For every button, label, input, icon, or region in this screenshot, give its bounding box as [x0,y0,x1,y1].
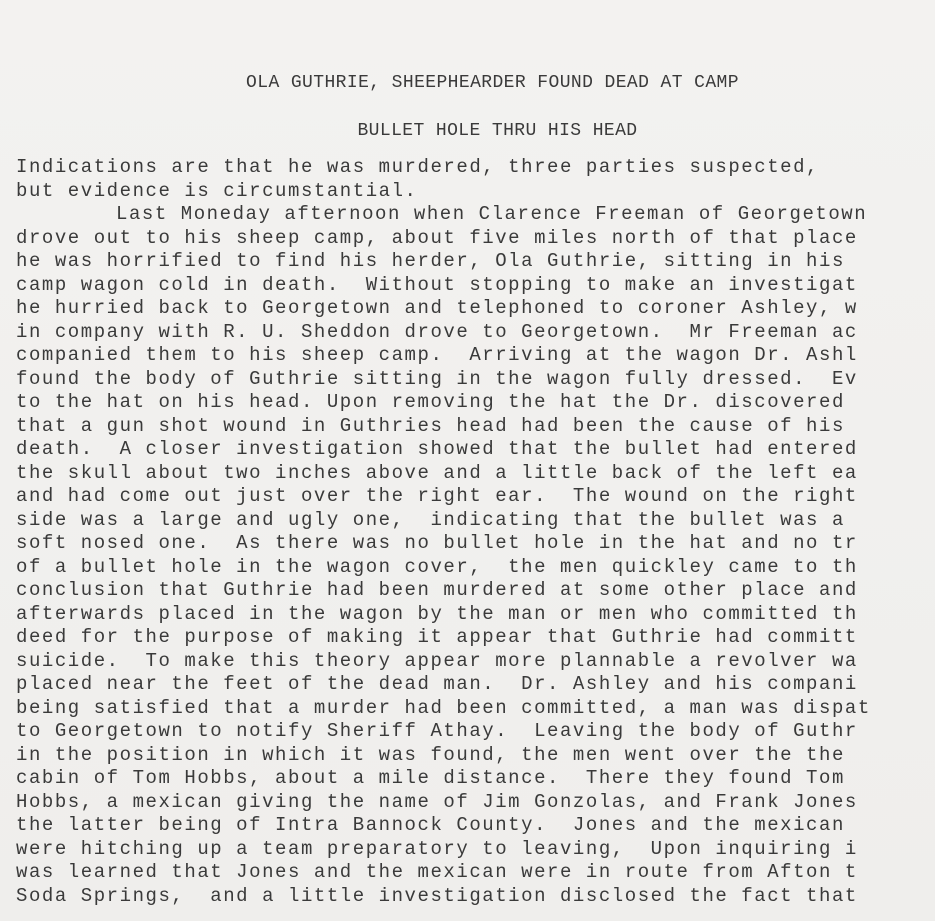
article-line: afterwards placed in the wagon by the man or men who committed th [16,602,858,625]
article-headline: OLA GUTHRIE, SHEEPHEARDER FOUND DEAD AT CAMP [246,73,739,93]
article-line: in company with R. U. Sheddon drove to Georgetown. Mr Freeman ac [16,320,858,343]
article-line: but evidence is circumstantial. [16,179,418,202]
article-line: drove out to his sheep camp, about five miles north of that place [16,226,858,249]
article-line: that a gun shot wound in Guthries head had been the cause of his [16,414,845,437]
article-line: he hurried back to Georgetown and telephoned to coroner Ashley, w [16,297,858,319]
article-line: in the position in which it was found, the men went over the the [16,743,845,766]
article-line: deed for the purpose of making it appear that Guthrie had committ [16,626,858,648]
article-line: soft nosed one. As there was no bullet hole in the hat and no tr [16,532,858,554]
article-line: side was a large and ugly one, indicating that the bullet was a [16,508,845,531]
article-line: and had come out just over the right ear. The wound on the right [16,485,858,507]
article-line: conclusion that Guthrie had been murdered at some other place and [16,579,858,601]
article-body [16,156,935,908]
article-line: the latter being of Intra Bannock County. Jones and the mexican [16,814,845,836]
article-line: was learned that Jones and the mexican were in route from Afton t [16,861,858,883]
article-line: placed near the feet of the dead man. Dr. Ashley and his compani [16,673,858,695]
article-line: Hobbs, a mexican giving the name of Jim Gonzolas, and Frank Jones [16,790,858,813]
article-line: Indications are that he was murdered, three parties suspected, [16,156,820,178]
article-line: suicide. To make this theory appear more plannable a revolver wa [16,649,858,672]
article-line: cabin of Tom Hobbs, about a mile distance. There they found Tom [16,767,845,789]
article-line: Soda Springs, and a little investigation disclosed the fact that [16,884,858,907]
article-line: he was horrified to find his herder, Ola Guthrie, sitting in his [16,250,845,272]
article-line: being satisfied that a murder had been committed, a man was dispat [16,696,871,719]
article-line: were hitching up a team preparatory to leaving, Upon inquiring i [16,837,858,860]
article-line: the skull about two inches above and a little back of the left ea [16,461,858,484]
article-line: companied them to his sheep camp. Arriving at the wagon Dr. Ashl [16,344,858,366]
article-subheadline: BULLET HOLE THRU HIS HEAD [357,121,638,141]
article-line: of a bullet hole in the wagon cover, the men quickley came to th [16,555,858,578]
article-line: death. A closer investigation showed that the bullet had entered [16,438,858,460]
article-line: found the body of Guthrie sitting in the wagon fully dressed. Ev [16,367,858,390]
article-line: Last Moneday afternoon when Clarence Freeman of Georgetown [116,203,868,225]
article-line: to the hat on his head. Upon removing the hat the Dr. discovered [16,391,845,413]
article-line: to Georgetown to notify Sheriff Athay. Leaving the body of Guthr [16,720,858,742]
article-line: camp wagon cold in death. Without stopping to make an investigat [16,273,858,296]
